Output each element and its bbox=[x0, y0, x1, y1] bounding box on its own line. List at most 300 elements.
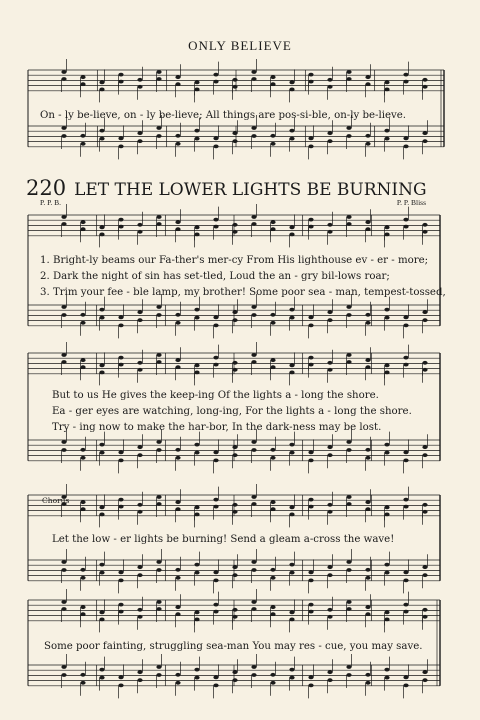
note-head bbox=[422, 565, 427, 569]
note-head bbox=[289, 137, 294, 141]
note-head bbox=[213, 356, 218, 360]
note-head bbox=[327, 223, 332, 227]
note-head bbox=[384, 129, 389, 133]
note-head bbox=[365, 220, 370, 224]
note-head bbox=[213, 316, 218, 320]
note-head bbox=[99, 571, 104, 575]
chorus-line: Let the low - er lights be burning! Send a gleam a-cross the wave! bbox=[52, 534, 395, 545]
note-head bbox=[213, 459, 218, 463]
note-head bbox=[270, 568, 275, 572]
note-head bbox=[327, 139, 332, 143]
note-head bbox=[308, 451, 313, 455]
note-head bbox=[384, 668, 389, 672]
note-head bbox=[422, 670, 427, 674]
note-head bbox=[327, 608, 332, 612]
note-head bbox=[61, 360, 66, 364]
note-head bbox=[61, 313, 66, 317]
note-head bbox=[232, 78, 237, 82]
note-head bbox=[213, 610, 218, 614]
note-head bbox=[327, 445, 332, 449]
note-head bbox=[118, 316, 123, 320]
note-head bbox=[251, 568, 256, 572]
note-head bbox=[289, 88, 294, 92]
note-head bbox=[403, 505, 408, 509]
note-head bbox=[99, 513, 104, 517]
note-head bbox=[61, 353, 66, 357]
note-head bbox=[194, 611, 199, 615]
note-head bbox=[308, 498, 313, 502]
note-head bbox=[232, 503, 237, 507]
note-head bbox=[327, 565, 332, 569]
note-head bbox=[232, 131, 237, 135]
note-head bbox=[384, 618, 389, 622]
note-head bbox=[422, 453, 427, 457]
note-head bbox=[270, 605, 275, 609]
note-head bbox=[99, 668, 104, 672]
note-head bbox=[80, 448, 85, 452]
note-head bbox=[175, 681, 180, 685]
note-head bbox=[422, 608, 427, 612]
note-head bbox=[175, 220, 180, 224]
note-head bbox=[365, 507, 370, 511]
note-head bbox=[99, 371, 104, 375]
note-head bbox=[232, 615, 237, 619]
note-head bbox=[232, 565, 237, 569]
note-head bbox=[289, 81, 294, 85]
note-head bbox=[175, 142, 180, 146]
note-head bbox=[194, 233, 199, 237]
note-head bbox=[422, 230, 427, 234]
note-head bbox=[137, 318, 142, 322]
note-head bbox=[213, 603, 218, 607]
note-head bbox=[251, 448, 256, 452]
note-head bbox=[80, 605, 85, 609]
note-head bbox=[80, 134, 85, 138]
note-head bbox=[232, 310, 237, 314]
chorus-line: Some poor fainting, struggling sea-man You may res - cue, you may save. bbox=[44, 641, 423, 652]
note-head bbox=[156, 673, 161, 677]
note-head bbox=[137, 615, 142, 619]
note-head bbox=[80, 227, 85, 231]
note-head bbox=[346, 222, 351, 226]
note-head bbox=[194, 129, 199, 133]
note-head bbox=[251, 673, 256, 677]
note-head bbox=[308, 137, 313, 141]
note-head bbox=[365, 681, 370, 685]
note-head bbox=[118, 610, 123, 614]
note-head bbox=[308, 80, 313, 84]
note-head bbox=[99, 364, 104, 368]
note-head bbox=[251, 353, 256, 357]
note-head bbox=[156, 222, 161, 226]
note-head bbox=[384, 316, 389, 320]
note-head bbox=[232, 368, 237, 372]
note-head bbox=[80, 358, 85, 362]
note-head bbox=[422, 368, 427, 372]
note-head bbox=[80, 456, 85, 460]
note-head bbox=[384, 233, 389, 237]
note-head bbox=[251, 560, 256, 564]
note-head bbox=[270, 365, 275, 369]
note-head bbox=[289, 308, 294, 312]
note-head bbox=[80, 500, 85, 504]
note-head bbox=[213, 225, 218, 229]
note-head bbox=[403, 610, 408, 614]
note-head bbox=[232, 510, 237, 514]
note-head bbox=[156, 70, 161, 74]
note-head bbox=[289, 563, 294, 567]
note-head bbox=[365, 134, 370, 138]
note-head bbox=[213, 505, 218, 509]
note-head bbox=[194, 371, 199, 375]
note-head bbox=[365, 75, 370, 79]
note-head bbox=[99, 443, 104, 447]
note-head bbox=[99, 81, 104, 85]
note-head bbox=[308, 316, 313, 320]
note-head bbox=[213, 571, 218, 575]
note-head bbox=[194, 506, 199, 510]
note-head bbox=[175, 75, 180, 79]
note-head bbox=[137, 510, 142, 514]
words-credit: P. P. B. bbox=[40, 198, 62, 207]
note-head bbox=[80, 321, 85, 325]
note-head bbox=[270, 507, 275, 511]
note-head bbox=[137, 310, 142, 314]
note-head bbox=[175, 612, 180, 616]
note-head bbox=[308, 676, 313, 680]
verse-line: But to us He gives the keep-ing Of the lights a - long the shore. bbox=[52, 390, 379, 401]
note-head bbox=[384, 506, 389, 510]
note-head bbox=[194, 137, 199, 141]
note-head bbox=[61, 448, 66, 452]
note-head bbox=[80, 576, 85, 580]
note-head bbox=[365, 321, 370, 325]
note-head bbox=[118, 603, 123, 607]
note-head bbox=[232, 670, 237, 674]
note-head bbox=[422, 318, 427, 322]
note-head bbox=[118, 145, 123, 149]
note-head bbox=[289, 371, 294, 375]
note-head bbox=[80, 220, 85, 224]
note-head bbox=[365, 673, 370, 677]
note-head bbox=[175, 673, 180, 677]
note-head bbox=[251, 305, 256, 309]
note-head bbox=[80, 673, 85, 677]
note-head bbox=[327, 131, 332, 135]
note-head bbox=[270, 142, 275, 146]
note-head bbox=[308, 505, 313, 509]
note-head bbox=[175, 605, 180, 609]
note-head bbox=[403, 145, 408, 149]
note-head bbox=[118, 324, 123, 328]
note-head bbox=[346, 502, 351, 506]
note-head bbox=[327, 230, 332, 234]
note-head bbox=[270, 220, 275, 224]
note-head bbox=[308, 684, 313, 688]
note-head bbox=[384, 226, 389, 230]
note-head bbox=[346, 313, 351, 317]
note-head bbox=[118, 80, 123, 84]
note-head bbox=[270, 673, 275, 677]
note-head bbox=[156, 568, 161, 572]
note-head bbox=[175, 500, 180, 504]
verse-line: Ea - ger eyes are watching, long-ing, For the lights a - long the shore. bbox=[52, 406, 412, 417]
note-head bbox=[384, 513, 389, 517]
note-head bbox=[308, 145, 313, 149]
note-head bbox=[270, 448, 275, 452]
note-head bbox=[289, 364, 294, 368]
note-head bbox=[118, 73, 123, 77]
chorus-label: Chorus bbox=[42, 496, 70, 505]
note-head bbox=[327, 615, 332, 619]
verse-line: 2. Dark the night of sin has set-tled, Loud the an - gry bil-lows roar; bbox=[40, 271, 390, 282]
note-head bbox=[270, 456, 275, 460]
note-head bbox=[327, 670, 332, 674]
note-head bbox=[118, 684, 123, 688]
note-head bbox=[251, 440, 256, 444]
note-head bbox=[118, 505, 123, 509]
note-head bbox=[175, 576, 180, 580]
note-head bbox=[346, 215, 351, 219]
note-head bbox=[175, 365, 180, 369]
note-head bbox=[251, 495, 256, 499]
note-head bbox=[365, 605, 370, 609]
note-head bbox=[365, 313, 370, 317]
note-head bbox=[213, 218, 218, 222]
note-head bbox=[61, 77, 66, 81]
note-head bbox=[346, 600, 351, 604]
note-head bbox=[213, 684, 218, 688]
note-head bbox=[251, 126, 256, 130]
note-head bbox=[365, 142, 370, 146]
note-head bbox=[384, 364, 389, 368]
note-head bbox=[289, 668, 294, 672]
note-head bbox=[118, 356, 123, 360]
note-head bbox=[213, 145, 218, 149]
note-head bbox=[327, 85, 332, 89]
note-head bbox=[270, 134, 275, 138]
note-head bbox=[156, 215, 161, 219]
note-head bbox=[80, 365, 85, 369]
note-head bbox=[156, 353, 161, 357]
note-head bbox=[251, 607, 256, 611]
note-head bbox=[289, 129, 294, 133]
note-head bbox=[232, 678, 237, 682]
note-head bbox=[384, 308, 389, 312]
note-head bbox=[422, 445, 427, 449]
note-head bbox=[403, 571, 408, 575]
note-head bbox=[308, 73, 313, 77]
note-head bbox=[156, 448, 161, 452]
note-head bbox=[118, 218, 123, 222]
note-head bbox=[61, 665, 66, 669]
note-head bbox=[289, 506, 294, 510]
note-head bbox=[194, 443, 199, 447]
note-head bbox=[175, 507, 180, 511]
note-head bbox=[327, 368, 332, 372]
note-head bbox=[289, 676, 294, 680]
note-head bbox=[194, 668, 199, 672]
note-head bbox=[422, 310, 427, 314]
previous-hymn-title: ONLY BELIEVE bbox=[188, 38, 292, 53]
note-head bbox=[137, 139, 142, 143]
note-head bbox=[384, 611, 389, 615]
note-head bbox=[346, 568, 351, 572]
note-head bbox=[346, 495, 351, 499]
note-head bbox=[289, 233, 294, 237]
verse-line: Try - ing now to make the har-bor, In the dark-ness may be lost. bbox=[52, 422, 382, 433]
note-head bbox=[194, 308, 199, 312]
verse-line: 3. Trim your fee - ble lamp, my brother! Some poor sea - man, tempest-tossed, bbox=[40, 287, 446, 298]
note-head bbox=[80, 313, 85, 317]
note-head bbox=[137, 670, 142, 674]
note-head bbox=[251, 77, 256, 81]
note-head bbox=[365, 456, 370, 460]
note-head bbox=[156, 77, 161, 81]
note-head bbox=[308, 571, 313, 575]
note-head bbox=[213, 579, 218, 583]
note-head bbox=[118, 579, 123, 583]
note-head bbox=[80, 507, 85, 511]
note-head bbox=[213, 73, 218, 77]
note-head bbox=[194, 676, 199, 680]
note-head bbox=[194, 563, 199, 567]
note-head bbox=[80, 568, 85, 572]
note-head bbox=[251, 665, 256, 669]
note-head bbox=[156, 440, 161, 444]
note-head bbox=[137, 361, 142, 365]
note-head bbox=[213, 451, 218, 455]
note-head bbox=[118, 363, 123, 367]
note-head bbox=[403, 137, 408, 141]
note-head bbox=[422, 361, 427, 365]
note-head bbox=[251, 360, 256, 364]
note-head bbox=[213, 676, 218, 680]
note-head bbox=[289, 226, 294, 230]
note-head bbox=[232, 223, 237, 227]
note-head bbox=[308, 579, 313, 583]
note-head bbox=[194, 451, 199, 455]
note-head bbox=[137, 368, 142, 372]
note-head bbox=[80, 75, 85, 79]
note-head bbox=[346, 448, 351, 452]
note-head bbox=[80, 82, 85, 86]
note-head bbox=[99, 226, 104, 230]
note-head bbox=[251, 502, 256, 506]
note-head bbox=[308, 225, 313, 229]
note-head bbox=[99, 563, 104, 567]
note-head bbox=[365, 612, 370, 616]
note-head bbox=[308, 603, 313, 607]
note-head bbox=[194, 364, 199, 368]
note-head bbox=[384, 88, 389, 92]
note-head bbox=[327, 510, 332, 514]
note-head bbox=[289, 513, 294, 517]
note-head bbox=[61, 126, 66, 130]
note-head bbox=[270, 681, 275, 685]
note-head bbox=[194, 571, 199, 575]
note-head bbox=[232, 445, 237, 449]
note-head bbox=[403, 324, 408, 328]
note-head bbox=[422, 510, 427, 514]
note-head bbox=[156, 305, 161, 309]
note-head bbox=[118, 459, 123, 463]
note-head bbox=[118, 451, 123, 455]
note-head bbox=[346, 126, 351, 130]
hymn-title: LET THE LOWER LIGHTS BE BURNING bbox=[74, 180, 427, 200]
note-head bbox=[156, 665, 161, 669]
note-head bbox=[156, 126, 161, 130]
note-head bbox=[403, 80, 408, 84]
note-head bbox=[384, 676, 389, 680]
note-head bbox=[99, 129, 104, 133]
note-head bbox=[270, 227, 275, 231]
note-head bbox=[99, 618, 104, 622]
note-head bbox=[194, 226, 199, 230]
note-head bbox=[61, 560, 66, 564]
note-head bbox=[137, 608, 142, 612]
verse-line: 1. Bright-ly beams our Fa-ther's mer-cy From His lighthouse ev - er - more; bbox=[40, 255, 429, 266]
note-head bbox=[422, 503, 427, 507]
note-head bbox=[403, 451, 408, 455]
note-head bbox=[61, 222, 66, 226]
note-head bbox=[137, 503, 142, 507]
note-head bbox=[365, 568, 370, 572]
note-head bbox=[156, 495, 161, 499]
note-head bbox=[80, 142, 85, 146]
note-head bbox=[289, 443, 294, 447]
note-head bbox=[270, 500, 275, 504]
note-head bbox=[384, 563, 389, 567]
note-head bbox=[308, 610, 313, 614]
note-head bbox=[137, 223, 142, 227]
note-head bbox=[346, 673, 351, 677]
note-head bbox=[346, 360, 351, 364]
note-head bbox=[137, 78, 142, 82]
note-head bbox=[61, 568, 66, 572]
note-head bbox=[327, 573, 332, 577]
note-head bbox=[118, 498, 123, 502]
hymn-number: 220 bbox=[26, 176, 67, 200]
note-head bbox=[118, 225, 123, 229]
note-head bbox=[137, 453, 142, 457]
note-head bbox=[61, 305, 66, 309]
note-head bbox=[365, 576, 370, 580]
note-head bbox=[289, 451, 294, 455]
note-head bbox=[327, 678, 332, 682]
note-head bbox=[213, 324, 218, 328]
note-head bbox=[270, 82, 275, 86]
note-head bbox=[175, 456, 180, 460]
note-head bbox=[422, 78, 427, 82]
note-head bbox=[403, 579, 408, 583]
note-head bbox=[346, 70, 351, 74]
note-head bbox=[99, 676, 104, 680]
note-head bbox=[346, 77, 351, 81]
note-head bbox=[232, 139, 237, 143]
note-head bbox=[289, 316, 294, 320]
note-head bbox=[346, 353, 351, 357]
note-head bbox=[308, 218, 313, 222]
note-head bbox=[156, 607, 161, 611]
note-head bbox=[308, 324, 313, 328]
note-head bbox=[403, 218, 408, 222]
note-head bbox=[384, 451, 389, 455]
note-head bbox=[346, 560, 351, 564]
note-head bbox=[384, 571, 389, 575]
note-head bbox=[99, 308, 104, 312]
note-head bbox=[327, 318, 332, 322]
